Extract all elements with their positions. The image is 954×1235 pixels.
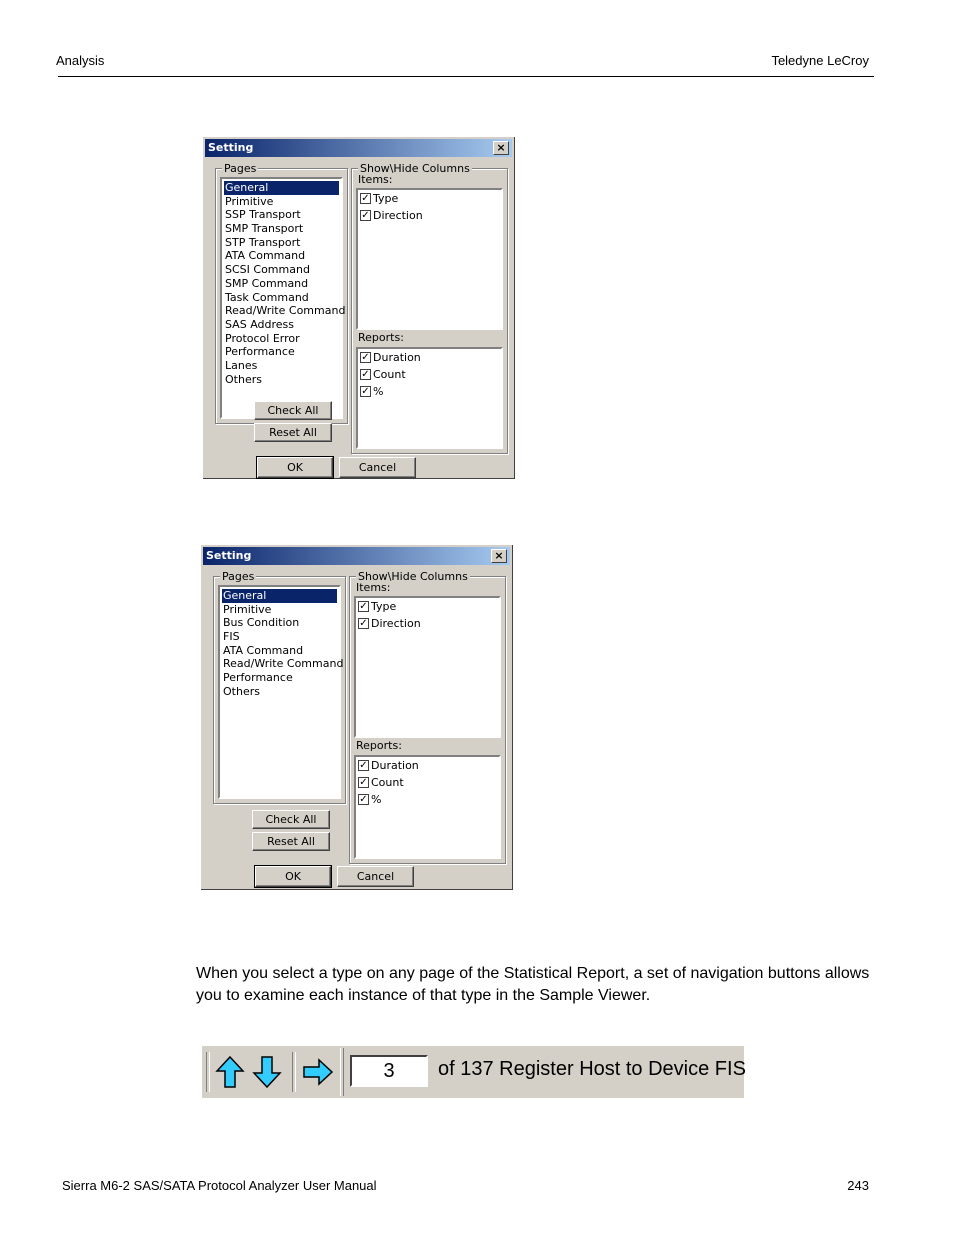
list-item[interactable]: SSP Transport [225, 208, 301, 222]
checkbox-checked-icon[interactable]: ✓ [361, 210, 370, 221]
columns-group [351, 162, 508, 454]
checkbox-label: Direction [373, 209, 423, 222]
list-item[interactable]: SAS Address [225, 317, 294, 331]
checkbox-label: Type [371, 600, 397, 613]
toolbar-separator [206, 1052, 210, 1092]
navigation-toolbar [202, 1046, 744, 1098]
checkbox-label: Count [371, 776, 404, 789]
cancel-button[interactable]: Cancel [339, 457, 416, 478]
checkbox-row[interactable] [358, 383, 501, 400]
checkbox-checked-icon[interactable]: ✓ [361, 352, 370, 363]
checkbox-checked-icon[interactable]: ✓ [359, 777, 368, 788]
list-item[interactable]: SMP Transport [225, 222, 304, 236]
checkbox-label: Count [373, 368, 406, 381]
list-item[interactable]: Performance [223, 671, 293, 685]
settings-dialog-sata [201, 545, 513, 890]
checkbox-label: % [373, 385, 384, 398]
pages-list[interactable] [220, 177, 346, 419]
check-all-button[interactable]: Check All [252, 810, 330, 829]
footer-manual-title: Sierra M6-2 SAS/SATA Protocol Analyzer User Manual [62, 1178, 377, 1193]
header-section-title: Analysis [56, 53, 105, 68]
header-rule [58, 76, 874, 77]
checkbox-row[interactable] [356, 757, 499, 774]
checkbox-row[interactable] [356, 598, 499, 615]
cancel-button[interactable]: Cancel [337, 866, 414, 887]
dialog-title: Setting [208, 141, 254, 154]
list-item[interactable]: Primitive [225, 194, 274, 208]
checkbox-checked-icon[interactable]: ✓ [359, 618, 368, 629]
page-number: 243 [847, 1178, 869, 1193]
list-item[interactable]: ATA Command [225, 249, 306, 263]
toolbar-separator [292, 1052, 296, 1092]
list-item[interactable]: SMP Command [225, 276, 309, 290]
list-item[interactable]: General [224, 181, 339, 195]
pages-group-label: Pages [222, 570, 255, 583]
pages-list[interactable] [218, 585, 344, 799]
checkbox-checked-icon[interactable]: ✓ [361, 386, 370, 397]
close-icon[interactable]: × [493, 141, 509, 155]
pages-group [213, 570, 346, 804]
list-item[interactable]: SCSI Command [225, 263, 310, 277]
checkbox-label: Duration [371, 759, 419, 772]
checkbox-label: Direction [371, 617, 421, 630]
check-all-button[interactable]: Check All [254, 401, 332, 420]
ok-button[interactable]: OK [255, 866, 331, 887]
right-arrow-icon[interactable] [301, 1054, 335, 1090]
body-paragraph: When you select a type on any page of the Statistical Report, a set of navigation buttons allows you to examine each instance of that type in the Sample Viewer. [196, 965, 870, 1004]
dialog-titlebar [205, 139, 512, 157]
instance-number-input[interactable]: 3 [350, 1055, 428, 1087]
checkbox-row[interactable] [358, 190, 501, 207]
list-item[interactable]: Task Command [225, 290, 309, 304]
columns-group [349, 570, 506, 864]
header-company: Teledyne LeCroy [771, 53, 869, 68]
reports-label: Reports: [358, 331, 404, 344]
list-item[interactable]: General [222, 589, 337, 603]
down-arrow-icon[interactable] [251, 1054, 283, 1090]
dialog-title: Setting [206, 549, 252, 562]
checkbox-label: % [371, 793, 382, 806]
columns-group-label: Show\Hide Columns [360, 162, 470, 175]
reports-label: Reports: [356, 739, 402, 752]
list-item[interactable]: Lanes [225, 358, 258, 372]
checkbox-checked-icon[interactable]: ✓ [359, 794, 368, 805]
items-list[interactable] [354, 596, 501, 738]
reports-list[interactable] [356, 347, 503, 449]
checkbox-checked-icon[interactable]: ✓ [359, 760, 368, 771]
list-item[interactable]: Performance [225, 345, 295, 359]
list-item[interactable]: Primitive [223, 602, 272, 616]
list-item[interactable]: ATA Command [223, 643, 304, 657]
checkbox-row[interactable] [358, 366, 501, 383]
columns-group-label: Show\Hide Columns [358, 570, 468, 583]
list-item[interactable]: Others [223, 684, 260, 698]
list-item[interactable]: Read/Write Command [223, 657, 344, 671]
list-item[interactable]: Others [225, 372, 262, 386]
checkbox-checked-icon[interactable]: ✓ [359, 601, 368, 612]
reports-list[interactable] [354, 755, 501, 859]
items-list[interactable] [356, 188, 503, 330]
items-label: Items: [356, 581, 391, 594]
ok-button[interactable]: OK [257, 457, 333, 478]
checkbox-row[interactable] [356, 615, 499, 632]
checkbox-checked-icon[interactable]: ✓ [361, 193, 370, 204]
checkbox-label: Duration [373, 351, 421, 364]
items-label: Items: [358, 173, 393, 186]
toolbar-separator [340, 1048, 344, 1096]
checkbox-row[interactable] [358, 349, 501, 366]
up-arrow-icon[interactable] [214, 1054, 246, 1090]
checkbox-label: Type [373, 192, 399, 205]
list-item[interactable]: FIS [223, 630, 240, 644]
checkbox-checked-icon[interactable]: ✓ [361, 369, 370, 380]
list-item[interactable]: Read/Write Command [225, 304, 346, 318]
list-item[interactable]: Protocol Error [225, 331, 300, 345]
settings-dialog-sas [203, 137, 515, 479]
list-item[interactable]: Bus Condition [223, 616, 300, 630]
checkbox-row[interactable] [356, 774, 499, 791]
reset-all-button[interactable]: Reset All [252, 832, 330, 851]
instance-status-text: of 137 Register Host to Device FIS [438, 1058, 746, 1080]
reset-all-button[interactable]: Reset All [254, 423, 332, 442]
close-icon[interactable]: × [491, 549, 507, 563]
dialog-titlebar [203, 547, 510, 565]
list-item[interactable]: STP Transport [225, 235, 301, 249]
pages-group [215, 162, 348, 424]
checkbox-row[interactable] [356, 791, 499, 808]
pages-group-label: Pages [224, 162, 257, 175]
checkbox-row[interactable] [358, 207, 501, 224]
